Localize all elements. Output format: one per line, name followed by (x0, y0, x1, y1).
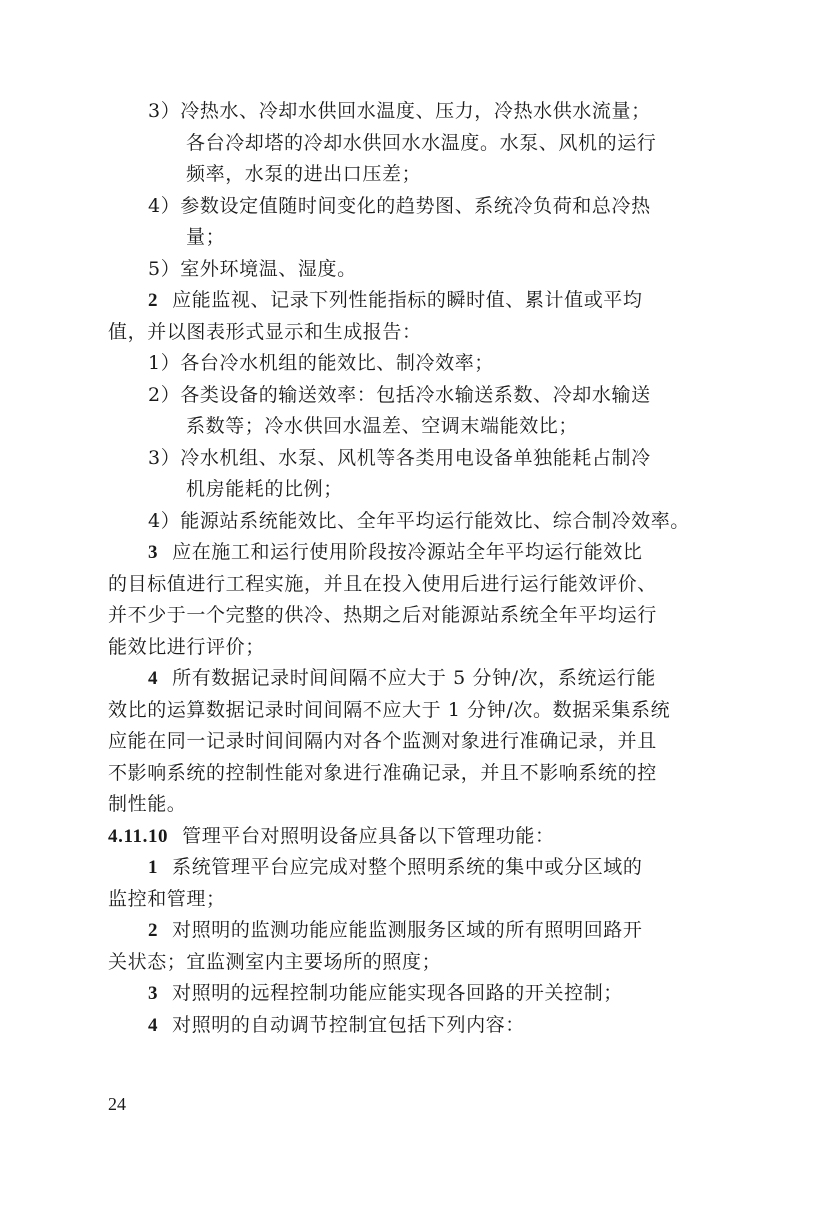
text-line: 能效比进行评价； (108, 635, 265, 658)
clause-line: 4 所有数据记录时间间隔不应大于 5 分钟/次，系统运行能 (148, 667, 656, 689)
section-heading-line: 4.11.10 管理平台对照明设备应具备以下管理功能： (108, 824, 555, 847)
clause-number: 4 (148, 668, 159, 689)
text-line: 的目标值进行工程实施，并且在投入使用后进行运行能效评价、 (108, 572, 657, 595)
clause-number: 4 (148, 1014, 159, 1036)
clause-number: 1 (148, 857, 159, 878)
text-line: 监控和管理； (108, 887, 226, 910)
page-number: 24 (108, 1094, 126, 1114)
clause-number: 2 (148, 920, 159, 941)
text-line: 1）各台冷水机组的能效比、制冷效率； (148, 352, 494, 374)
text-line: 值，并以图表形式显示和生成报告： (108, 320, 422, 343)
text-line: 应能在同一记录时间间隔内对各个监测对象进行准确记录，并且 (108, 730, 657, 752)
clause-number: 2 (148, 290, 159, 311)
text-line: 不影响系统的控制性能对象进行准确记录，并且不影响系统的控 (108, 761, 657, 784)
text-line: 4）参数设定值随时间变化的趋势图、系统冷负荷和总冷热 (148, 194, 651, 217)
clause-number: 3 (148, 983, 159, 1004)
clause-line: 3 对照明的远程控制功能应能实现各回路的开关控制； (148, 982, 623, 1004)
text-line: 效比的运算数据记录时间间隔不应大于 1 分钟/次。数据采集系统 (108, 698, 671, 721)
text-line: 5）室外环境温、湿度。 (148, 257, 357, 280)
document-body (108, 96, 720, 1041)
text-line: 系数等；冷水供回水温差、空调末端能效比； (186, 415, 579, 437)
text-line: 各台冷却塔的冷却水供回水水温度。水泵、风机的运行 (186, 131, 657, 154)
text-line: 制性能。 (108, 793, 187, 815)
clause-line: 4 对照明的自动调节控制宜包括下列内容： (148, 1013, 525, 1036)
clause-line: 1 系统管理平台应完成对整个照明系统的集中或分区域的 (148, 856, 643, 878)
text-line: 4）能源站系统能效比、全年平均运行能效比、综合制冷效率。 (148, 509, 690, 532)
text-line: 关状态；宜监测室内主要场所的照度； (108, 950, 442, 973)
text-line: 3）冷水机组、水泵、风机等各类用电设备单独能耗占制冷 (148, 446, 651, 469)
text-line: 机房能耗的比例； (186, 478, 343, 500)
text-line: 频率，水泵的进出口压差； (186, 163, 422, 185)
text-line: 并不少于一个完整的供冷、热期之后对能源站系统全年平均运行 (108, 604, 657, 626)
text-line: 3）冷热水、冷却水供回水温度、压力，冷热水供水流量； (148, 100, 651, 122)
text-line: 量； (186, 226, 226, 248)
clause-line: 3 应在施工和运行使用阶段按冷源站全年平均运行能效比 (148, 541, 643, 563)
text-line: 2）各类设备的输送效率：包括冷水输送系数、冷却水输送 (148, 383, 651, 406)
clause-number: 3 (148, 542, 159, 563)
section-number: 4.11.10 (108, 825, 169, 847)
clause-line: 2 对照明的监测功能应能监测服务区域的所有照明回路开 (148, 919, 643, 941)
clause-line: 2 应能监视、记录下列性能指标的瞬时值、累计值或平均 (148, 289, 643, 311)
